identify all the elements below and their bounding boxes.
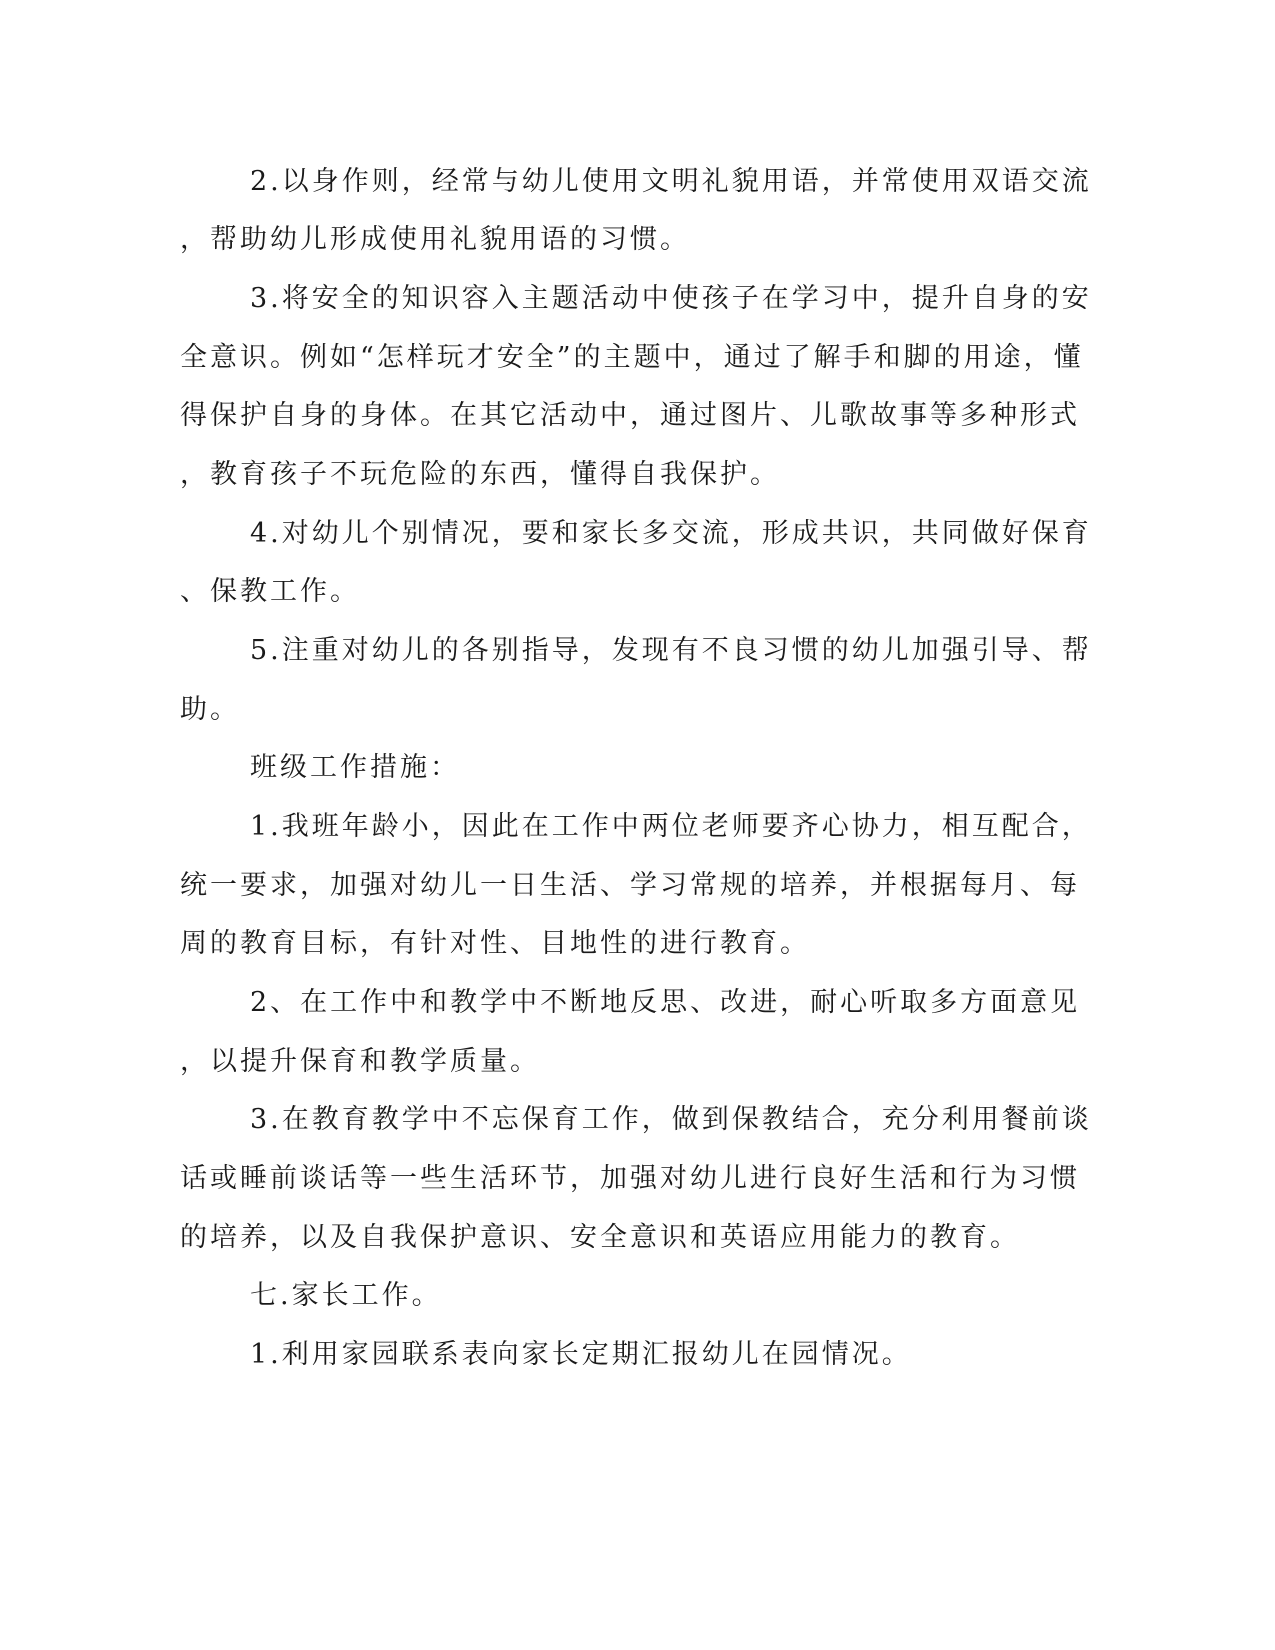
paragraph-line: ，帮助幼儿形成使用礼貌用语的习惯。 xyxy=(180,224,690,255)
paragraph-line: 、保教工作。 xyxy=(180,576,360,607)
paragraph-line: 4.对幼儿个别情况，要和家长多交流，形成共识，共同做好保育 xyxy=(250,518,1092,549)
paragraph-line: ，以提升保育和教学质量。 xyxy=(180,1046,540,1077)
paragraph-line: 1.我班年龄小，因此在工作中两位老师要齐心协力，相互配合， xyxy=(250,811,1092,842)
paragraph-line: ，教育孩子不玩危险的东西，懂得自我保护。 xyxy=(180,459,780,490)
paragraph-line: 周的教育目标，有针对性、目地性的进行教育。 xyxy=(180,928,810,959)
paragraph-line: 2、在工作中和教学中不断地反思、改进，耐心听取多方面意见 xyxy=(250,987,1081,1018)
paragraph-line: 5.注重对幼儿的各别指导，发现有不良习惯的幼儿加强引导、帮 xyxy=(250,635,1092,666)
paragraph-line: 2.以身作则，经常与幼儿使用文明礼貌用语，并常使用双语交流 xyxy=(250,166,1092,197)
paragraph-line: 3.将安全的知识容入主题活动中使孩子在学习中，提升自身的安 xyxy=(250,283,1092,314)
paragraph-line: 话或睡前谈话等一些生活环节，加强对幼儿进行良好生活和行为习惯 xyxy=(180,1163,1080,1194)
section-heading: 七.家长工作。 xyxy=(250,1280,442,1311)
paragraph-line: 3.在教育教学中不忘保育工作，做到保教结合，充分利用餐前谈 xyxy=(250,1104,1092,1135)
paragraph-line: 助。 xyxy=(180,694,240,725)
paragraph-line: 全意识。例如“怎样玩才安全”的主题中，通过了解手和脚的用途，懂 xyxy=(180,342,1084,373)
section-heading: 班级工作措施： xyxy=(250,752,460,783)
paragraph-line: 统一要求，加强对幼儿一日生活、学习常规的培养，并根据每月、每 xyxy=(180,870,1080,901)
paragraph-line: 得保护自身的身体。在其它活动中，通过图片、儿歌故事等多种形式 xyxy=(180,400,1080,431)
paragraph-line: 1.利用家园联系表向家长定期汇报幼儿在园情况。 xyxy=(250,1339,912,1370)
paragraph-line: 的培养，以及自我保护意识、安全意识和英语应用能力的教育。 xyxy=(180,1222,1020,1253)
